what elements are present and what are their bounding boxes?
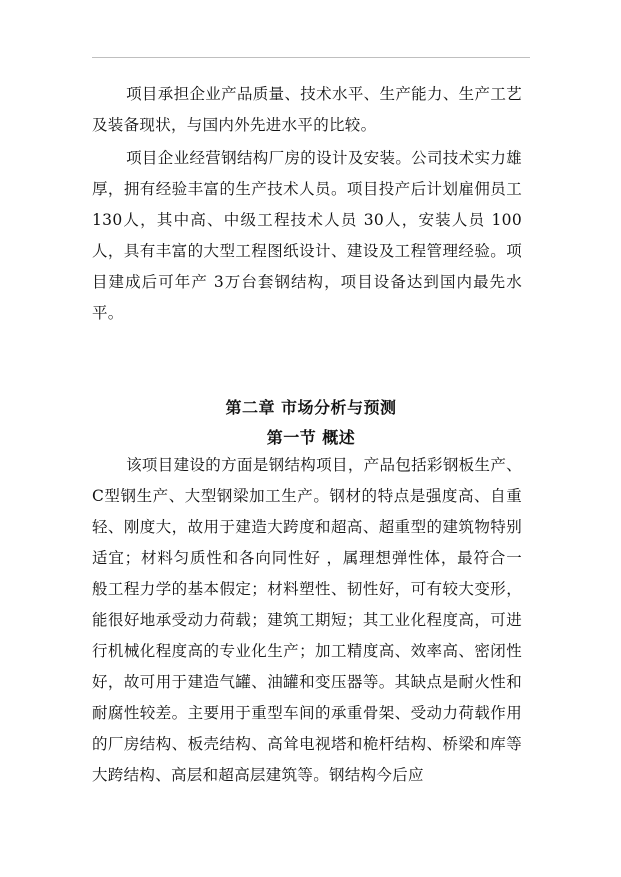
section-paragraph: 该项目建设的方面是钢结构项目，产品包括彩钢板生产、C型钢生产、大型钢梁加工生产。钢材的特点是强度高、自重轻、刚度大，故用于建造大跨度和超高、超重型的建筑物特别适宜；材料匀质性和各向同性好 ，属理想弹性体，最符合一般工程力学的基本假定；材料塑性、韧性好，可有较大变形，能很好地承受动力荷载；建筑工期短；其工业化程度高，可进行机械化程度高的专业化生产；加工精度高、效率高、密闭性好，故可用于建造气罐、油罐和变压器等。其缺点是耐火性和耐腐性较差。主要用于重型车间的承重骨架、受动力荷载作用的厂房结构、板壳结构、高耸电视塔和桅杆结构、桥梁和库等大跨结构、高层和超高层建筑等。钢结构今后应: [92, 456, 522, 784]
body-paragraph-2: 项目企业经营钢结构厂房的设计及安装。公司技术实力雄厚，拥有经验丰富的生产技术人员。项目投产后计划雇佣员工130人，其中高、中级工程技术人员 30人，安装人员 100人，具有丰富的大型工程图纸设计、建设及工程管理经验。项目建成后可年产 3万台套钢结构，项目设备达到国内最先水平。: [92, 149, 522, 322]
section-title: 第一节 概述: [266, 428, 356, 447]
chapter-title: 第二章 市场分析与预测: [225, 398, 397, 417]
header-divider: [92, 57, 530, 58]
body-paragraph-1: 项目承担企业产品质量、技术水平、生产能力、生产工艺及装备现状，与国内外先进水平的比较。: [92, 85, 522, 134]
